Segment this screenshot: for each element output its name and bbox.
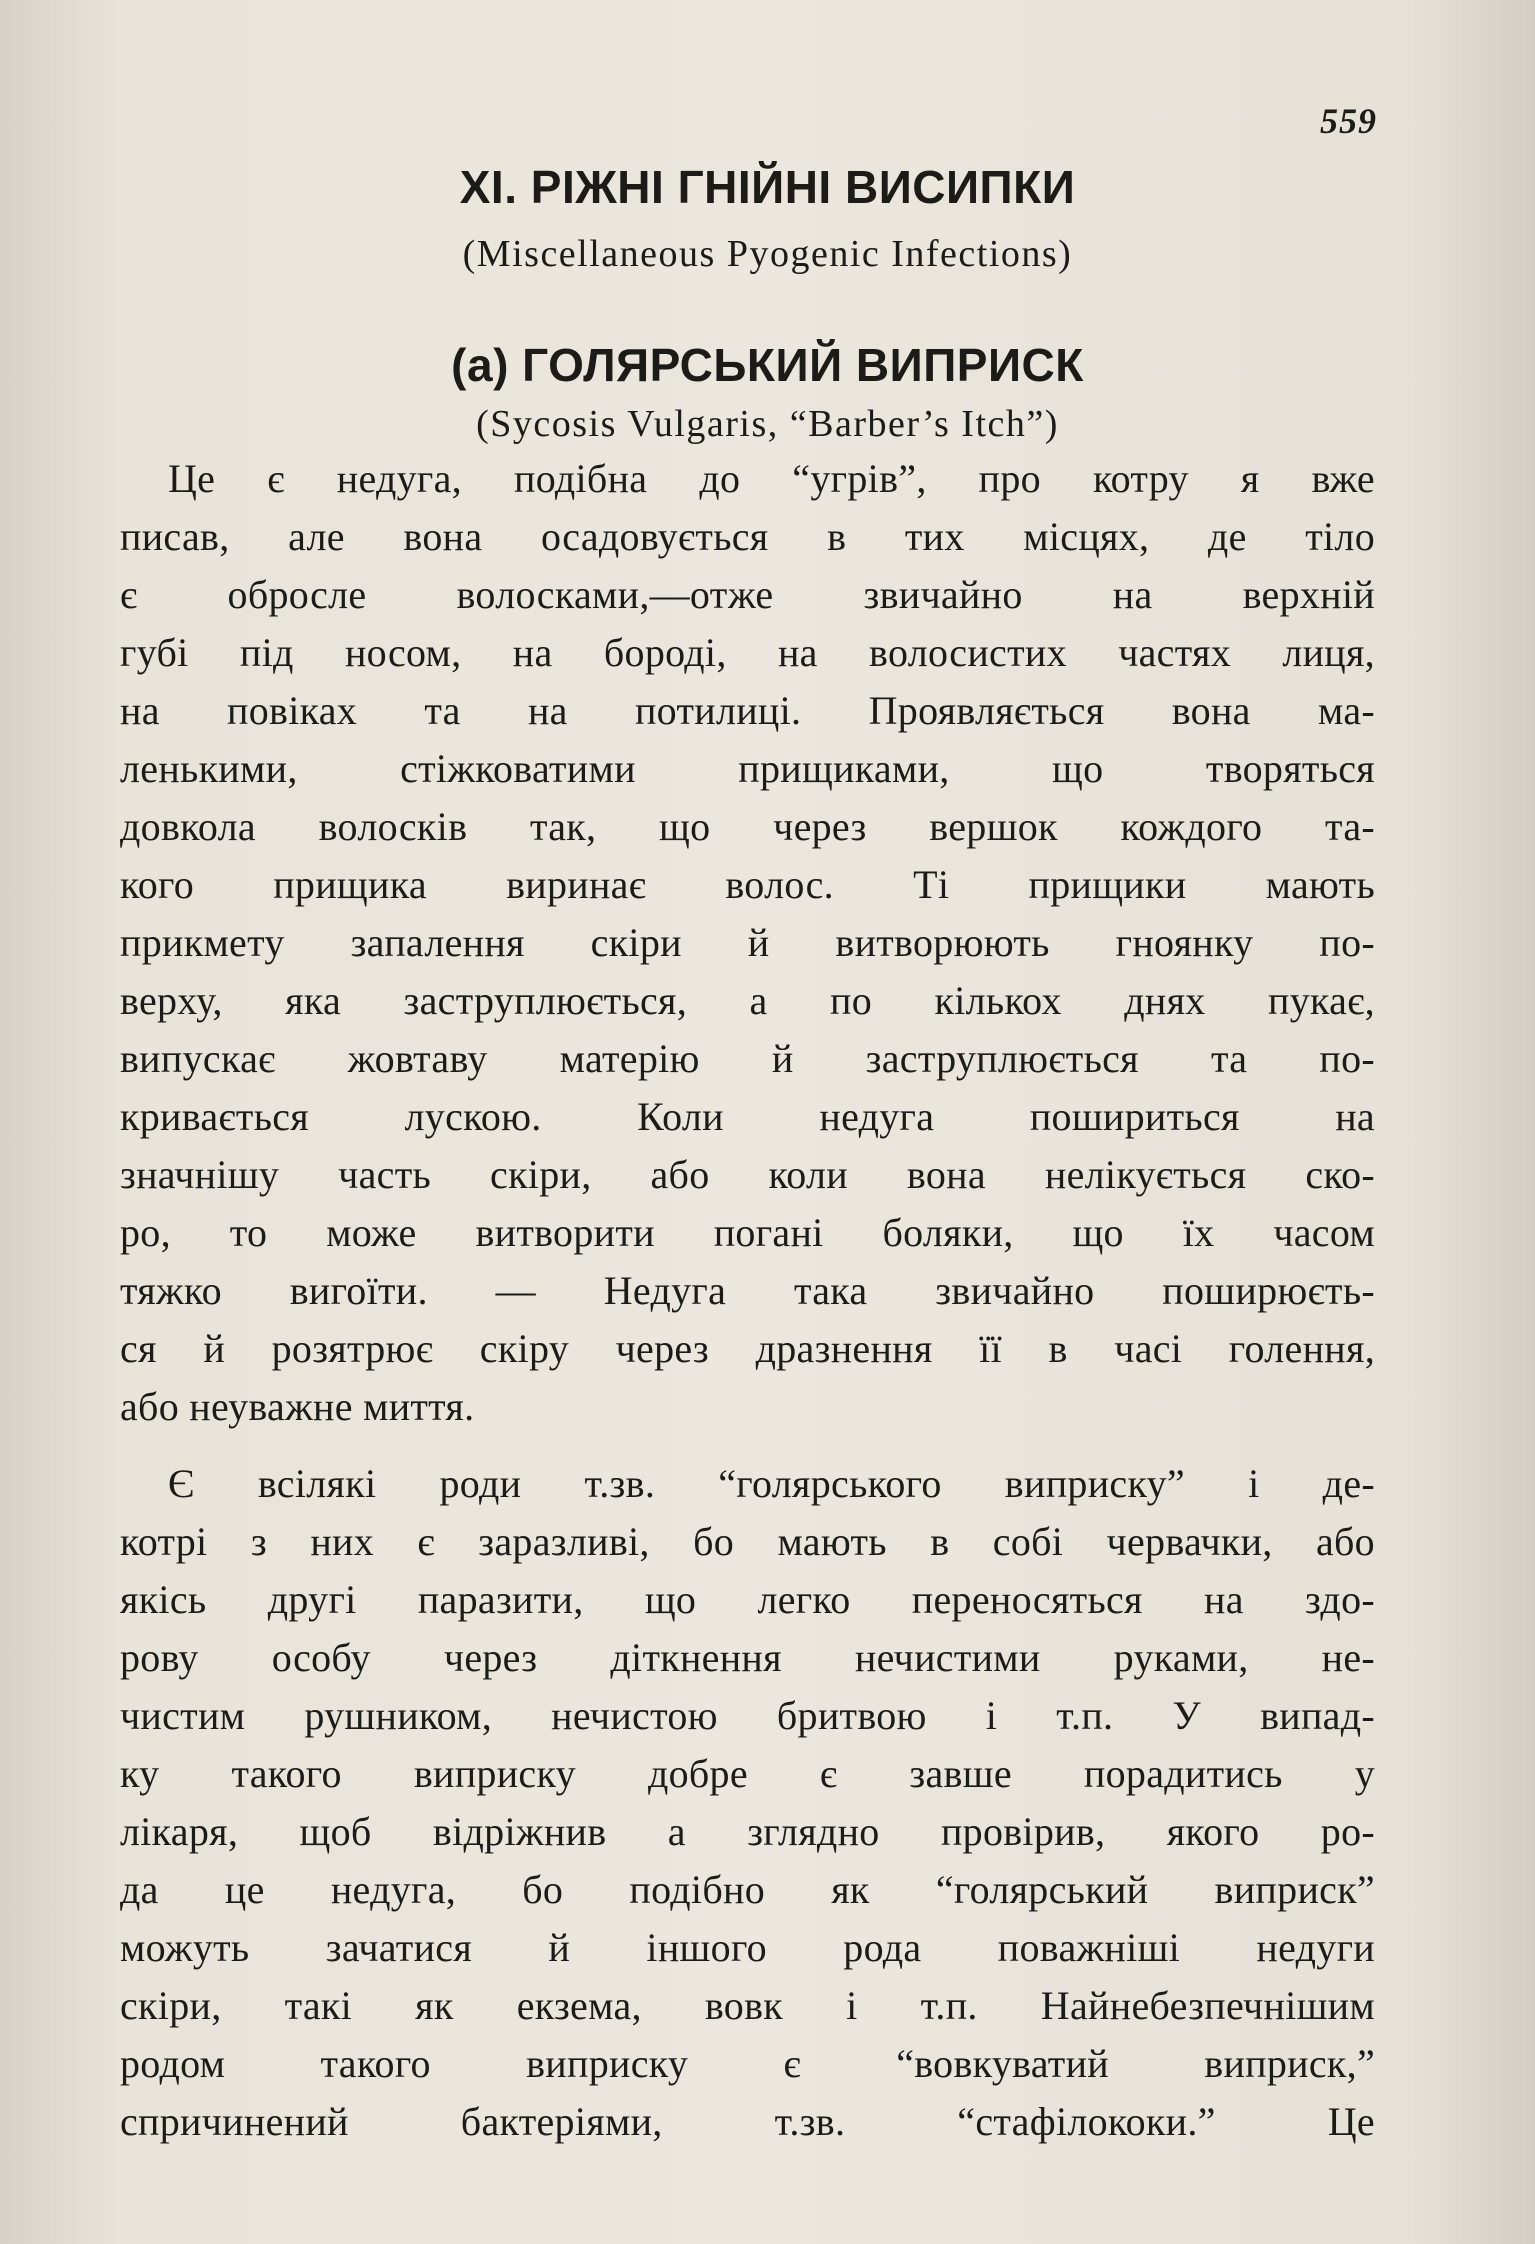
text-line: писав, але вона осадовується в тих місцях, де тіло [120,514,1375,559]
text-line: чистим рушником, нечистою бритвою і т.п. У випад- [120,1693,1375,1738]
section-title: (а) ГОЛЯРСЬКИЙ ВИПРИСК [451,339,1084,391]
text-line: прикмету запалення скіри й витворюють гноянку по- [120,920,1375,965]
text-line: ку такого виприску добре є завше порадитись у [120,1751,1375,1796]
text-line: тяжко вигоїти. — Недуга така звичайно поширюєть- [120,1268,1375,1313]
text-line: випускає жовтаву матерію й заструплюється та по- [120,1036,1375,1081]
text-line: спричинений бактеріями, т.зв. “стафілококи.” Це [120,2099,1375,2144]
chapter-subtitle: (Miscellaneous Pyogenic Infections) [462,233,1073,275]
text-line: Це є недуга, подібна до “угрів”, про котру я вже [168,456,1375,501]
text-line: кого прищика виринає волос. Ті прищики мають [120,862,1375,907]
text-line: скіри, такі як екзема, вовк і т.п. Найнебезпечнішим [120,1983,1375,2028]
text-line: якісь другі паразити, що легко переносяться на здо- [120,1577,1375,1622]
text-line: губі під носом, на бороді, на волосистих частях лиця, [120,630,1375,675]
section-subtitle: (Sycosis Vulgaris, “Barber’s Itch”) [476,403,1059,445]
text-line: або неуважне миття. [120,1384,475,1429]
text-line: родом такого виприску є “вовкуватий виприск,” [120,2041,1375,2086]
text-line: значнішу часть скіри, або коли вона нелікується ско- [120,1152,1375,1197]
text-line: ро, то може витворити погані боляки, що їх часом [120,1210,1375,1255]
page-number: 559 [1320,101,1377,141]
text-line: Є всілякі роди т.зв. “голярського виприску” і де- [168,1461,1375,1506]
text-line: ся й розятрює скіру через дразнення її в часі голення, [120,1326,1375,1371]
chapter-title: XI. РІЖНІ ГНІЙНІ ВИСИПКИ [459,161,1076,213]
text-line: котрі з них є заразливі, бо мають в собі червачки, або [120,1519,1375,1564]
text-line: є обросле волосками,—отже звичайно на верхній [120,572,1375,617]
text-line: на повіках та на потилиці. Проявляється вона ма- [120,688,1375,733]
text-line: верху, яка заструплюється, а по кількох днях пукає, [120,978,1375,1023]
text-line: рову особу через діткнення нечистими руками, не- [120,1635,1375,1680]
text-line: ленькими, стіжковатими прищиками, що творяться [120,746,1375,791]
paragraph-1 [120,450,1375,1436]
text-line: да це недуга, бо подібно як “голярський виприск” [120,1867,1375,1912]
paragraph-2 [120,1455,1375,2151]
text-line: кривається лускою. Коли недуга пошириться на [120,1094,1375,1139]
text-line: лікаря, щоб відріжнив а зглядно провірив, якого ро- [120,1809,1375,1854]
text-line: довкола волосків так, що через вершок кождого та- [120,804,1375,849]
text-line: можуть зачатися й іншого рода поважніші недуги [120,1925,1375,1970]
